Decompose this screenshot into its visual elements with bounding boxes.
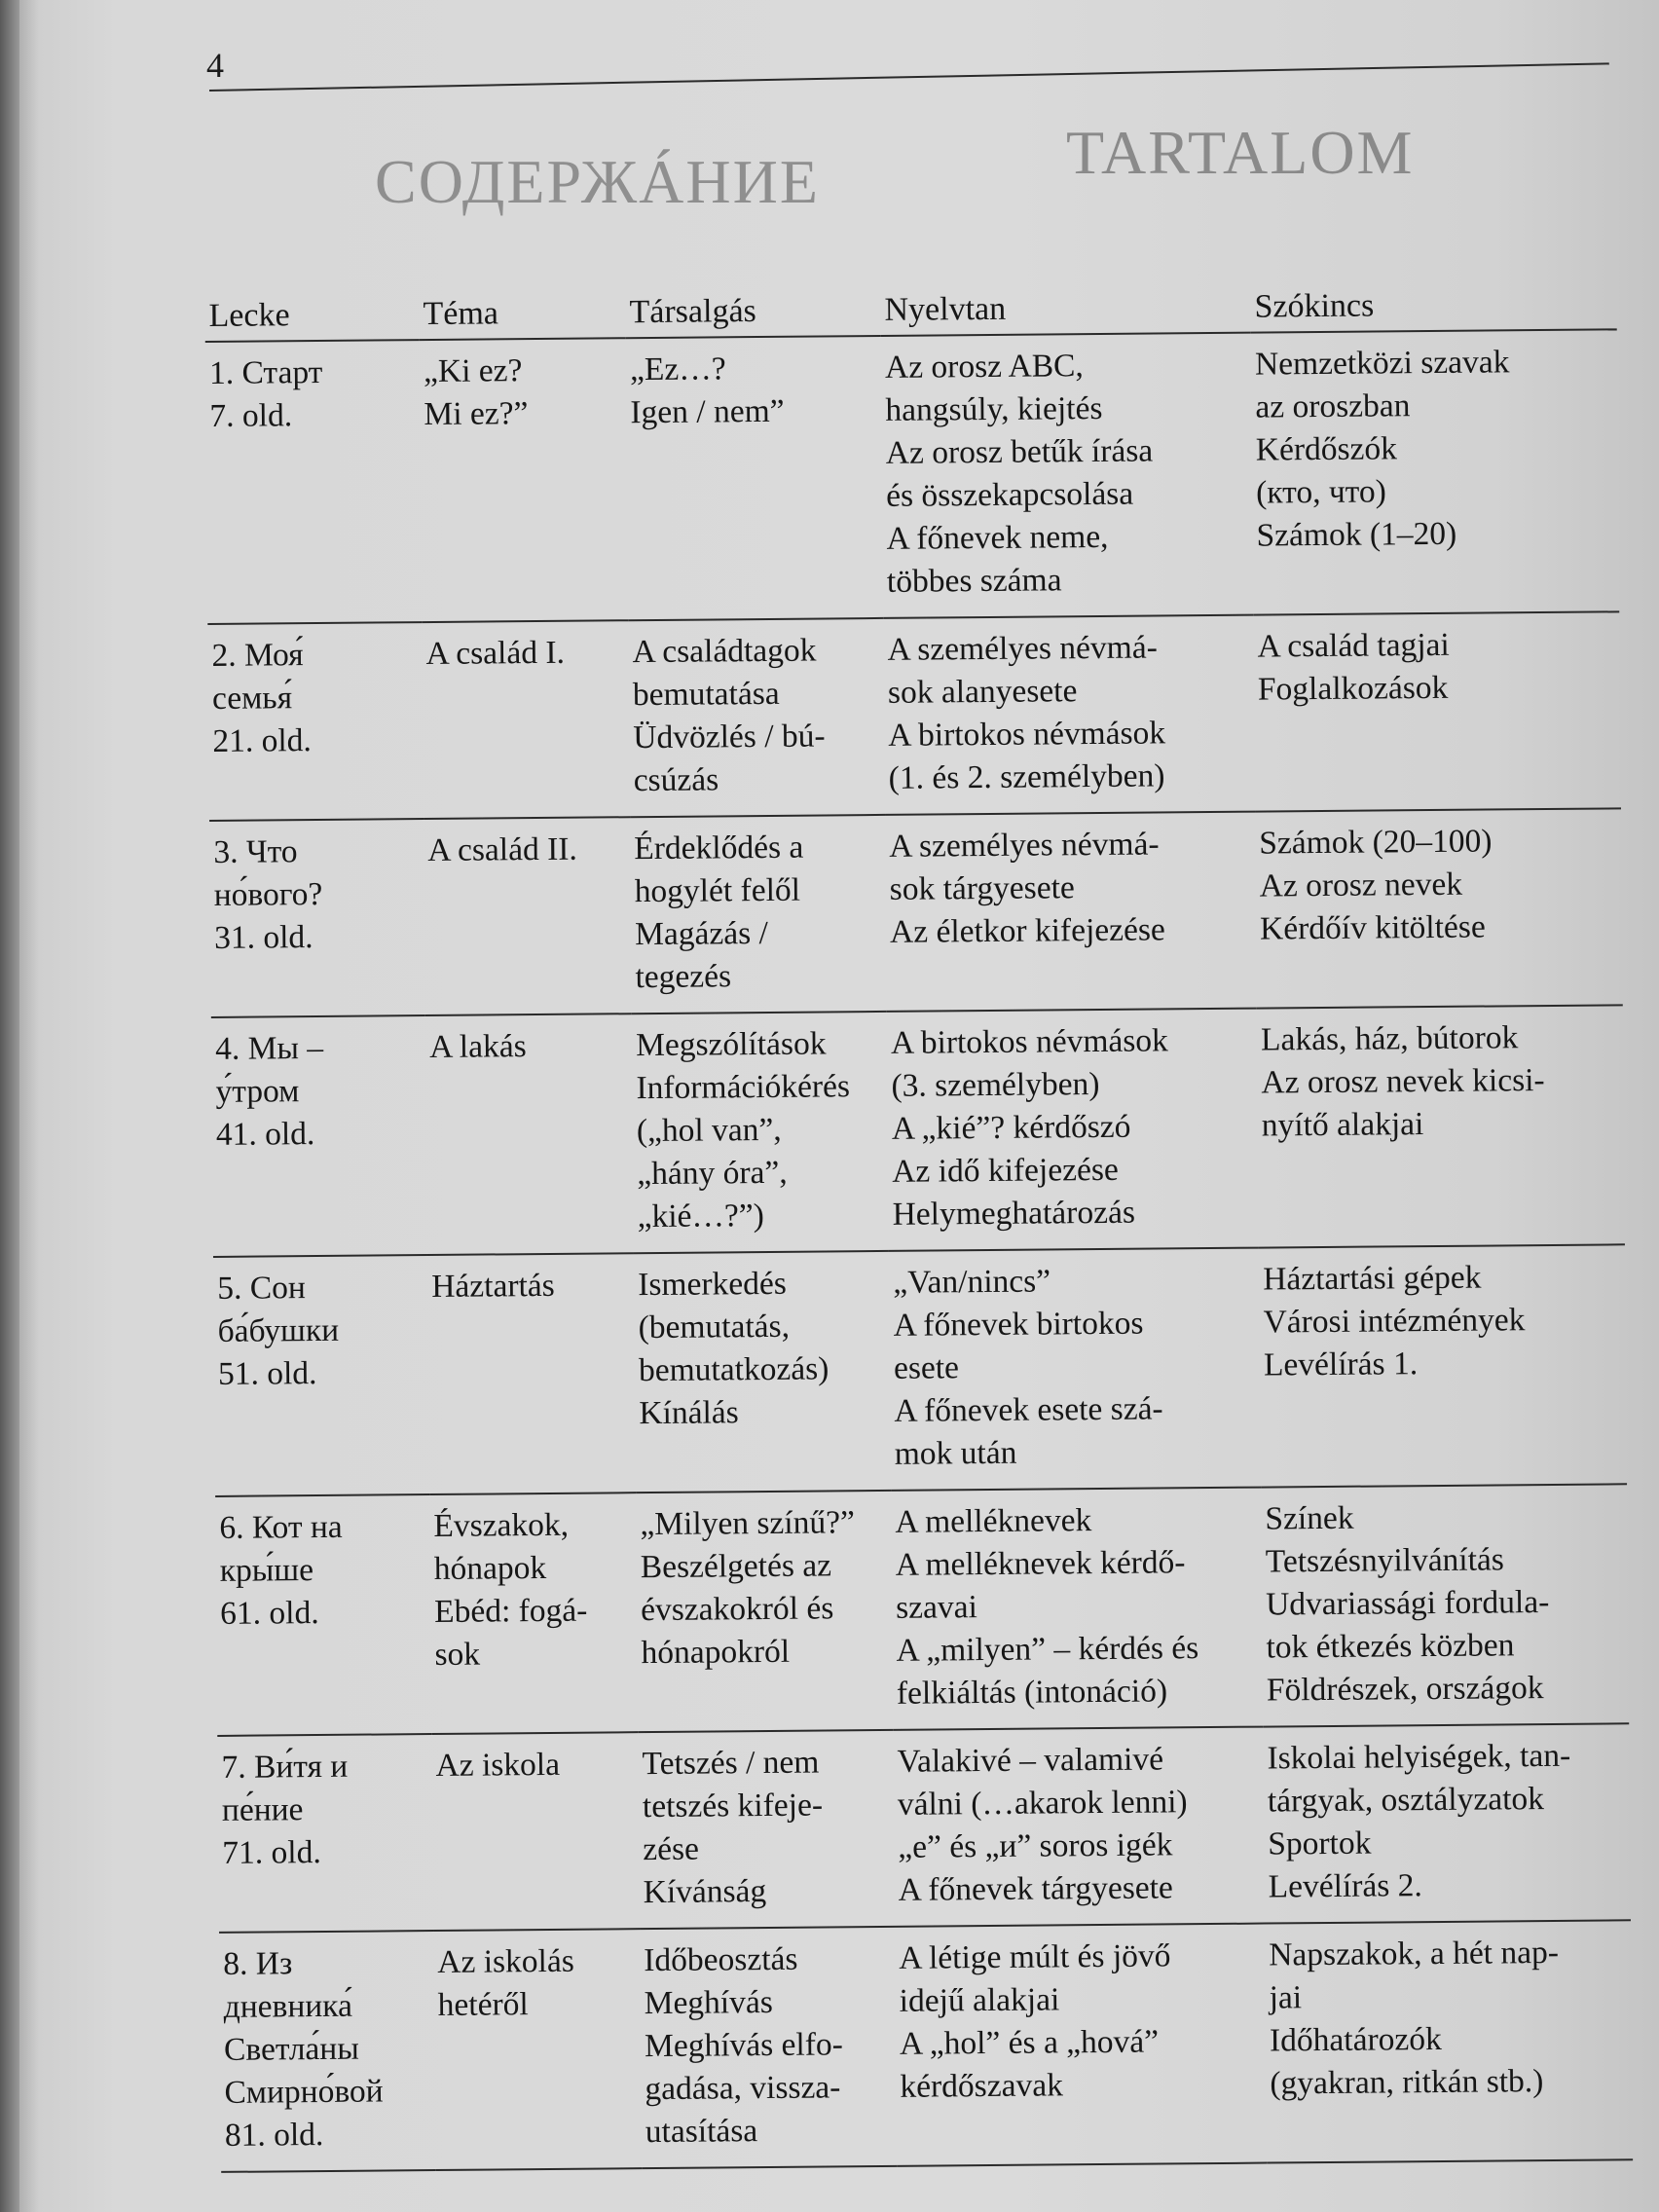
cell-line: esete xyxy=(893,1349,960,1386)
cell-szokincs xyxy=(1259,1244,1627,1487)
cell-line: Számok (20–100) xyxy=(1259,823,1493,862)
cell-line: évszakokról és xyxy=(640,1590,834,1629)
cell-line: A személyes névmá- xyxy=(887,629,1158,668)
cell-line: Az orosz ABC, xyxy=(884,348,1084,386)
cell-line: nyítő alakjai xyxy=(1261,1106,1424,1144)
cell-line: bemutatása xyxy=(632,675,780,714)
cell-tarsalgas xyxy=(632,1012,889,1253)
cell-line: Az iskola xyxy=(435,1746,561,1784)
cell-line: Foglalkozások xyxy=(1257,669,1449,708)
cell-line: szavai xyxy=(895,1589,978,1626)
cell-line: Információkérés xyxy=(636,1068,851,1107)
cell-tema xyxy=(433,1929,642,2170)
cell-line: но́вого? xyxy=(213,875,323,913)
cell-line: 1. Старт xyxy=(208,353,323,391)
cell-nyelvtan xyxy=(893,1727,1265,1927)
cell-line: Kínálás xyxy=(639,1394,739,1432)
cell-line: az oroszban xyxy=(1255,387,1411,425)
cell-line: (кто, что) xyxy=(1256,473,1386,511)
cell-line: (3. személyben) xyxy=(891,1066,1100,1104)
cell-line: utasítása xyxy=(645,2113,758,2151)
cell-line: пе́ние xyxy=(221,1791,304,1828)
cell-lecke xyxy=(209,819,425,1017)
cell-line: 81. old. xyxy=(224,2117,324,2154)
cell-line: gadása, vissza- xyxy=(645,2069,841,2108)
cell-nyelvtan xyxy=(891,1488,1263,1730)
cell-line: „Milyen színű?” xyxy=(640,1504,856,1543)
cell-line: Udvariassági fordula- xyxy=(1265,1583,1550,1623)
title-hungarian: TARTALOM xyxy=(1066,118,1415,187)
cell-tarsalgas xyxy=(630,815,887,1014)
cell-line: A „milyen” – kérdés és xyxy=(896,1630,1199,1669)
cell-line: Az idő kifejezése xyxy=(892,1151,1119,1190)
cell-lecke xyxy=(215,1494,431,1736)
contents-table xyxy=(204,242,1633,2173)
table-row xyxy=(207,611,1621,821)
cell-line: Megszólítások xyxy=(635,1025,827,1064)
cell-line: Tetszés / nem xyxy=(642,1744,820,1783)
cell-line: és összekapcsolása xyxy=(886,475,1134,514)
cell-nyelvtan xyxy=(889,1248,1261,1491)
cell-line: Beszélgetés az xyxy=(640,1547,832,1586)
cell-line: „Ki ez? xyxy=(423,352,523,390)
cell-line: 21. old. xyxy=(212,722,312,759)
cell-tarsalgas xyxy=(638,1730,895,1929)
cell-nyelvtan xyxy=(883,615,1255,815)
cell-line: Meghívás elfo- xyxy=(644,2026,843,2065)
cell-nyelvtan xyxy=(887,1009,1259,1251)
cell-line: („hol van”, xyxy=(636,1111,782,1150)
cell-line: Magázás / xyxy=(634,914,768,953)
cell-line: zése xyxy=(643,1830,700,1868)
cell-line: Levélírás 2. xyxy=(1268,1867,1422,1905)
cell-line: ба́бушки xyxy=(217,1311,340,1349)
table-row xyxy=(217,1723,1631,1933)
cell-line: 41. old. xyxy=(215,1116,315,1153)
cell-line: Napszakok, a hét nap- xyxy=(1269,1934,1560,1973)
cell-lecke xyxy=(213,1255,429,1496)
cell-line: 4. Мы – xyxy=(214,1029,324,1067)
cell-line: Kívánság xyxy=(643,1873,767,1911)
cell-line: A lakás xyxy=(428,1028,527,1066)
cell-line: A főnevek birtokos xyxy=(893,1305,1144,1344)
cell-line: mok után xyxy=(894,1434,1017,1472)
cell-tema xyxy=(424,817,632,1015)
cell-tarsalgas xyxy=(636,1491,893,1732)
cell-line: Nemzetközi szavak xyxy=(1254,344,1510,383)
title-russian: СОДЕРЖÁНИЕ xyxy=(375,147,820,216)
header-rule xyxy=(209,62,1609,92)
cell-line: A „kié”? kérdőszó xyxy=(891,1108,1131,1147)
cell-lecke xyxy=(219,1931,435,2172)
cell-line: A főnevek neme, xyxy=(886,518,1109,557)
cell-nyelvtan xyxy=(881,333,1254,618)
cell-line: Lakás, ház, bútorok xyxy=(1260,1019,1519,1058)
table-header-row xyxy=(204,242,1617,342)
cell-lecke xyxy=(205,340,423,624)
cell-line: Időhatározók xyxy=(1269,2020,1442,2059)
cell-line: Az iskolás xyxy=(437,1942,574,1980)
cell-szokincs xyxy=(1263,1723,1631,1923)
cell-lecke xyxy=(207,622,424,821)
cell-line: 8. Из xyxy=(223,1945,293,1982)
cell-line: válni (…akarok lenni) xyxy=(897,1784,1188,1823)
cell-line: Évszakok, xyxy=(433,1506,570,1544)
contents-table-wrapper xyxy=(204,242,1633,2173)
cell-line: Igen / nem” xyxy=(630,392,785,431)
header-szokincs: Szókincs xyxy=(1250,242,1617,332)
cell-line: 7. old. xyxy=(209,397,293,434)
cell-line: felkiáltás (intonáció) xyxy=(896,1673,1168,1712)
cell-line: hangsúly, kiejtés xyxy=(885,389,1103,428)
cell-line: csúzás xyxy=(633,761,719,799)
header-tema: Téma xyxy=(419,251,626,340)
cell-line: 7. Ви́тя и xyxy=(221,1748,349,1786)
cell-line: у́тром xyxy=(215,1073,300,1110)
table-row xyxy=(211,1005,1625,1257)
cell-line: Üdvözlés / bú- xyxy=(633,718,826,756)
cell-line: „e” és „и” soros igék xyxy=(898,1826,1173,1865)
cell-line: Földrészek, országok xyxy=(1266,1670,1544,1709)
cell-szokincs xyxy=(1261,1484,1629,1726)
cell-line: семья́ xyxy=(211,680,293,717)
table-row xyxy=(205,329,1619,624)
page-binding-edge xyxy=(0,0,19,2212)
cell-line: hónapokról xyxy=(641,1633,791,1672)
cell-tema xyxy=(422,620,630,819)
cell-line: A birtokos névmások xyxy=(890,1022,1168,1061)
cell-line: sok alanyesete xyxy=(887,673,1078,711)
header-lecke: Lecke xyxy=(204,253,420,342)
cell-line: Светла́ны xyxy=(223,2030,359,2068)
cell-szokincs xyxy=(1255,808,1623,1008)
cell-lecke xyxy=(211,1015,427,1257)
cell-szokincs xyxy=(1265,1920,1633,2162)
cell-line: Tetszésnyilvánítás xyxy=(1265,1541,1505,1580)
cell-line: A melléknevek xyxy=(895,1502,1092,1540)
cell-line: Valakivé – valamivé xyxy=(897,1741,1164,1780)
page-number: 4 xyxy=(206,46,224,85)
cell-line: Helymeghatározás xyxy=(892,1194,1136,1233)
cell-szokincs xyxy=(1253,611,1621,811)
cell-line: (bemutatás, xyxy=(638,1308,791,1346)
cell-lecke xyxy=(217,1734,433,1933)
cell-line: 51. old. xyxy=(217,1355,317,1392)
cell-line: Az orosz nevek kicsi- xyxy=(1261,1062,1545,1101)
cell-line: (1. és 2. személyben) xyxy=(888,757,1165,796)
cell-szokincs xyxy=(1251,329,1620,614)
cell-tarsalgas xyxy=(628,618,885,817)
header-tarsalgas: Társalgás xyxy=(625,249,881,338)
cell-line: Színek xyxy=(1265,1499,1354,1537)
cell-tarsalgas xyxy=(626,336,884,620)
cell-tema xyxy=(425,1014,634,1255)
cell-line: sok tárgyesete xyxy=(889,869,1075,907)
cell-line: Смирно́вой xyxy=(224,2073,384,2111)
cell-line: Az életkor kifejezése xyxy=(889,911,1165,950)
cell-szokincs xyxy=(1257,1005,1625,1247)
cell-line: „kié…?”) xyxy=(637,1198,764,1235)
cell-line: „hány óra”, xyxy=(637,1154,788,1193)
cell-line: Érdeklődés a xyxy=(634,829,804,867)
cell-line: „Ez…? xyxy=(629,350,726,388)
cell-line: A birtokos névmások xyxy=(888,715,1166,754)
cell-line: 3. Что xyxy=(213,833,298,870)
table-row xyxy=(213,1244,1627,1496)
cell-tema xyxy=(429,1493,638,1734)
cell-nyelvtan xyxy=(885,812,1257,1012)
cell-line: Meghívás xyxy=(644,1983,773,2022)
cell-line: idejű alakjai xyxy=(899,1981,1060,2019)
cell-line: A létige múlt és jövő xyxy=(899,1937,1171,1976)
cell-line: A családtagok xyxy=(632,632,817,671)
cell-tarsalgas xyxy=(640,1927,897,2168)
cell-tarsalgas xyxy=(634,1251,891,1493)
cell-line: Kérdőszók xyxy=(1255,430,1398,468)
table-body xyxy=(205,329,1633,2172)
cell-line: sok xyxy=(434,1636,481,1673)
cell-nyelvtan xyxy=(895,1924,1267,2166)
table-row xyxy=(215,1484,1629,1736)
cell-tema xyxy=(427,1253,636,1494)
cell-line: tárgyak, osztályzatok xyxy=(1267,1781,1545,1820)
cell-line: A személyes névmá- xyxy=(889,826,1160,865)
cell-line: tetszés kifeje- xyxy=(642,1787,824,1825)
cell-line: (gyakran, ritkán stb.) xyxy=(1270,2063,1544,2102)
cell-line: Ebéd: fogá- xyxy=(434,1592,588,1630)
cell-line: Városi intézmények xyxy=(1263,1302,1526,1341)
cell-line: többes száma xyxy=(886,562,1062,600)
cell-line: Kérdőív kitöltése xyxy=(1259,908,1486,947)
cell-tema xyxy=(420,338,629,622)
cell-line: Számok (1–20) xyxy=(1256,515,1457,554)
cell-line: Háztartási gépek xyxy=(1263,1259,1482,1298)
cell-line: 71. old. xyxy=(222,1834,321,1871)
cell-line: A család I. xyxy=(425,634,566,673)
cell-line: tok étkezés közben xyxy=(1266,1627,1515,1666)
cell-line: Az orosz nevek xyxy=(1259,866,1463,904)
cell-line: Ismerkedés xyxy=(638,1265,787,1304)
cell-line: hogylét felől xyxy=(634,871,801,910)
cell-line: „Van/nincs” xyxy=(893,1263,1051,1301)
cell-line: Háztartás xyxy=(431,1267,555,1306)
cell-line: 2. Моя́ xyxy=(211,637,304,674)
cell-line: дневника́ xyxy=(223,1987,353,2025)
cell-line: Sportok xyxy=(1268,1825,1372,1862)
cell-line: 5. Сон xyxy=(217,1270,306,1307)
cell-line: A főnevek tárgyesete xyxy=(898,1869,1174,1908)
table-row xyxy=(219,1920,1633,2172)
cell-line: A „hol” és a „hová” xyxy=(899,2023,1160,2062)
cell-line: 61. old. xyxy=(220,1595,319,1632)
cell-line: A melléknevek kérdő- xyxy=(895,1544,1186,1583)
cell-line: Levélírás 1. xyxy=(1263,1346,1419,1383)
cell-line: кры́ше xyxy=(219,1552,314,1589)
cell-line: Az orosz betűk írása xyxy=(885,432,1154,471)
cell-line: hetéről xyxy=(437,1986,529,2023)
cell-line: bemutatkozás) xyxy=(638,1350,830,1389)
cell-line: Időbeosztás xyxy=(644,1940,798,1979)
cell-line: Iskolai helyiségek, tan- xyxy=(1267,1737,1571,1777)
cell-line: A főnevek esete szá- xyxy=(894,1390,1163,1429)
cell-line: jai xyxy=(1269,1979,1303,2016)
cell-line: A család II. xyxy=(427,830,577,869)
cell-line: Mi ez?” xyxy=(424,395,529,433)
cell-line: kérdőszavak xyxy=(900,2067,1064,2105)
cell-line: A család tagjai xyxy=(1257,626,1450,665)
cell-line: 6. Кот на xyxy=(219,1508,343,1546)
cell-line: 31. old. xyxy=(213,919,313,956)
header-nyelvtan: Nyelvtan xyxy=(880,246,1251,336)
table-row xyxy=(209,808,1623,1017)
cell-tema xyxy=(431,1732,640,1931)
cell-line: tegezés xyxy=(635,958,732,996)
cell-line: hónapok xyxy=(433,1549,547,1587)
